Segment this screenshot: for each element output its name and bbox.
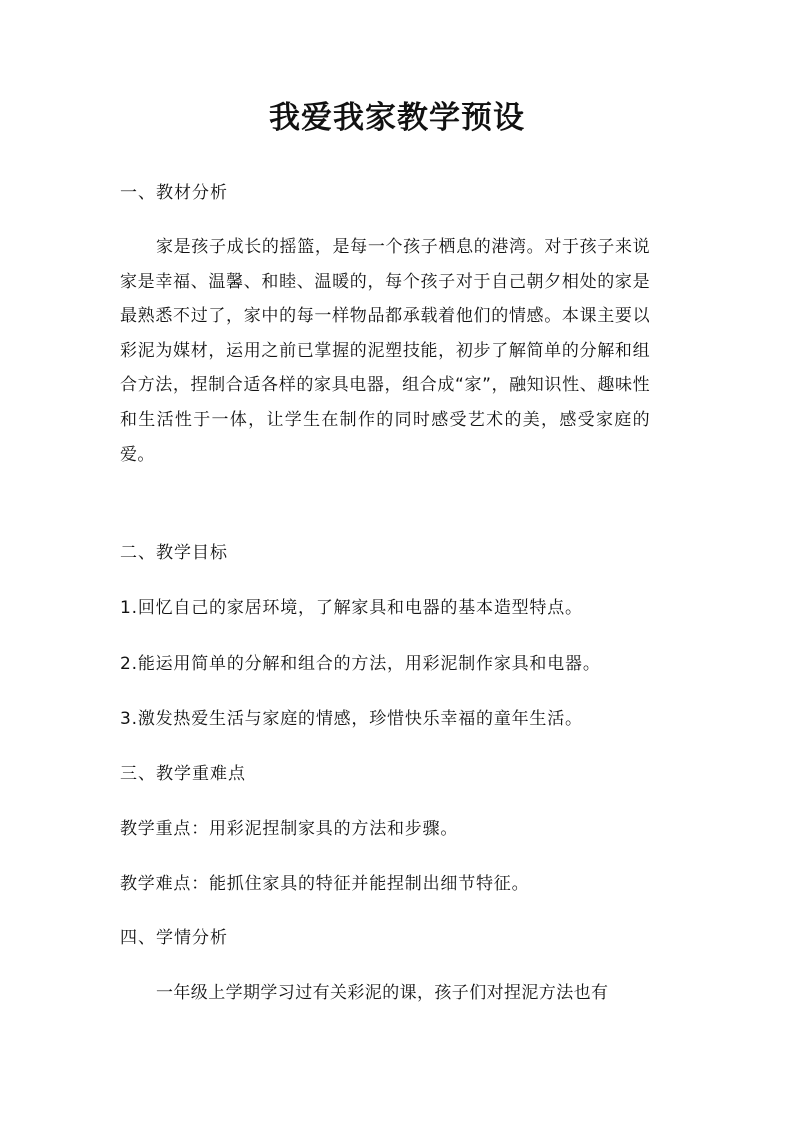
section-heading-students: 四、学情分析 (120, 928, 228, 948)
students-paragraph: 一年级上学期学习过有关彩泥的课，孩子们对捏泥方法也有 (156, 983, 609, 1003)
section-heading-goals: 二、教学目标 (120, 543, 228, 563)
section-heading-key-points: 三、教学重难点 (120, 764, 246, 784)
document-title: 我爱我家教学预设 (269, 100, 525, 136)
section-heading-analysis: 一、教材分析 (120, 183, 228, 203)
goal-item-2: 2.能运用简单的分解和组合的方法，用彩泥制作家具和电器。 (120, 654, 601, 674)
teaching-difficulty: 教学难点：能抓住家具的特征并能捏制出细节特征。 (120, 874, 530, 894)
analysis-paragraph: 家是孩子成长的摇篮，是每一个孩子栖息的港湾。对于孩子来说家是幸福、温馨、和睦、温暖的，每个孩子对于自己朝夕相处的家是最熟悉不过了，家中的每一样物品都承载着他们的情感。本课主要以彩泥为媒材，运用之前已掌握的泥塑技能，初步了解简单的分解和组合方法，捏制合适各样的家具电器，组合成“家”，融知识性、趣味性和生活性于一体，让学生在制作的同时感受艺术的美，感受家庭的爱。 (120, 237, 650, 465)
goal-item-1: 1.回忆自己的家居环境，了解家具和电器的基本造型特点。 (120, 598, 583, 618)
goal-item-3: 3.激发热爱生活与家庭的情感，珍惜快乐幸福的童年生活。 (120, 709, 583, 729)
teaching-focus: 教学重点：用彩泥捏制家具的方法和步骤。 (120, 819, 459, 839)
